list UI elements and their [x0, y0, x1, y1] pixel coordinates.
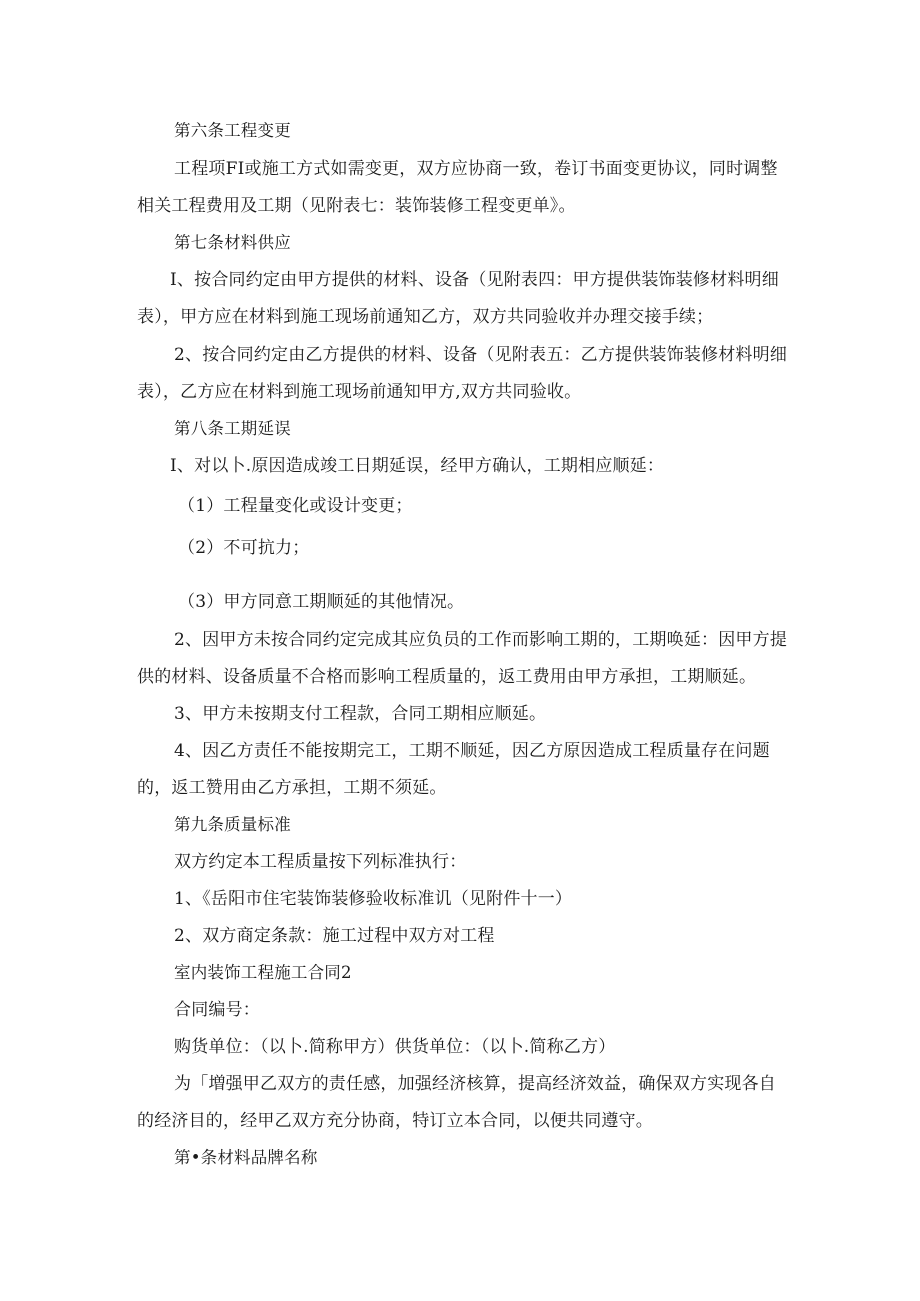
contract-2-title: 室内装饰工程施工合同2	[174, 963, 352, 982]
paragraph-line: 表），乙方应在材料到施工现场前通知甲方,双方共同验收。	[137, 382, 582, 402]
paragraph-line: I、对以卜.原因造成竣工日期延误，经甲方确认，工期相应顺延：	[170, 456, 665, 476]
list-item: （2）不可抗力；	[178, 538, 310, 558]
paragraph-line: 的，返工赞用由乙方承担，工期不须延。	[137, 778, 447, 798]
article-6-heading: 第六条工程变更	[174, 121, 291, 140]
paragraph-line: 双方约定本工程质量按下列标准执行：	[174, 852, 467, 872]
paragraph-line: 4、因乙方责任不能按期完工，工期不顺延，因乙方原因造成工程质量存在问题	[174, 741, 770, 761]
contract-number-label: 合同编号：	[174, 1000, 260, 1020]
list-item: （3）甲方同意工期顺延的其他情况。	[178, 592, 465, 612]
paragraph-line: 1、《岳阳市住宅装饰装修验收标准讥（见附件十一）	[174, 889, 573, 909]
paragraph-line: 为「増强甲乙双方的责任感，加强经济核算，提高经济效益，确保双方实现各自	[174, 1074, 776, 1094]
paragraph-line: 2、按合同约定由乙方提供的材料、设备（见附表五：乙方提供装饰装修材料明细	[174, 345, 788, 365]
paragraph-line: 的经济目的，经甲乙双方充分协商，特订立本合同，以便共同遵守。	[137, 1111, 653, 1131]
paragraph-line: I、按合同约定由甲方提供的材料、设备（见附表四：甲方提供装饰装修材料明细	[170, 270, 779, 290]
paragraph-line: 供的材料、设备质量不合格而影响工程质量的，返工费用由甲方承担，工期顺延。	[137, 667, 757, 687]
article-7-heading: 第七条材料供应	[174, 233, 291, 252]
paragraph-line: 表），甲方应在材料到施工现场前通知乙方，双方共同验收并办理交接手续；	[137, 307, 714, 327]
article-1-heading: 第•条材料品牌名称	[174, 1148, 318, 1167]
paragraph-line: 3、甲方未按期支付工程款，合同工期相应顺延。	[174, 704, 547, 724]
paragraph-line: 2、因甲方未按合同约定完成其应负员的工作而影响工期的，工期唤延：因甲方提	[174, 630, 788, 650]
parties-line: 购货单位：（以卜.简称甲方）供货单位：（以卜.简称乙方）	[174, 1037, 616, 1057]
paragraph-line: 工程项FI或施工方式如需变更，双方应协商一致，卷订书面变更协议，同时调整	[174, 159, 778, 179]
article-9-heading: 第九条质量标准	[174, 815, 291, 834]
paragraph-line: 2、双方商定条款：施工过程中双方对工程	[174, 926, 495, 946]
article-8-heading: 第八条工期延误	[174, 419, 291, 438]
list-item: （1）工程量变化或设计变更；	[178, 496, 413, 516]
paragraph-line: 相关工程费用及工期（见附表七：装饰装修工程变更单》。	[137, 196, 576, 216]
